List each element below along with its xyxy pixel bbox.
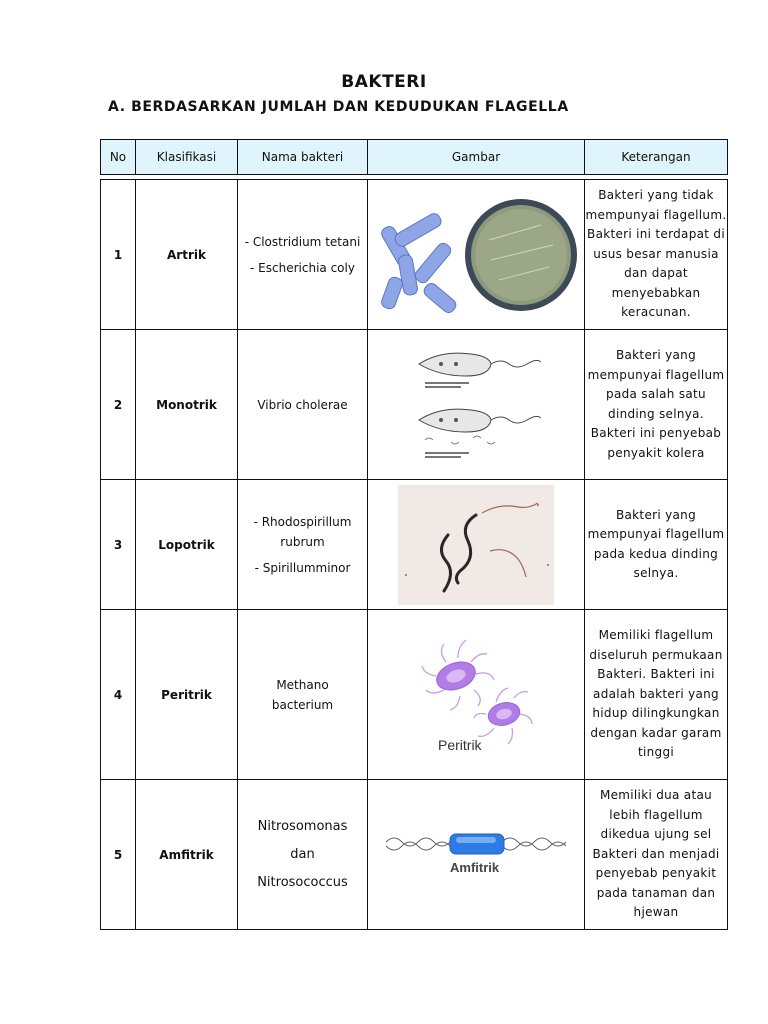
table-header-row bbox=[101, 140, 728, 175]
row-nama bbox=[238, 780, 368, 930]
row-number: 4 bbox=[101, 610, 136, 780]
page-title: BAKTERI bbox=[341, 72, 427, 92]
bacteria-name: Methano bacterium bbox=[271, 677, 334, 712]
spirillum-image bbox=[398, 485, 554, 605]
row-klasifikasi: Amfitrik bbox=[136, 780, 238, 930]
vibrio-diagram-image bbox=[411, 342, 541, 467]
header-nama: Nama bakteri bbox=[238, 140, 368, 175]
peritrik-image-label: Peritrik bbox=[438, 737, 482, 753]
row-klasifikasi: Monotrik bbox=[136, 330, 238, 480]
row-keterangan: Bakteri yang tidak mempunyai flagellum. Bakteri ini terdapat di usus besar manusia dan dapat menyebabkan keracunan. bbox=[585, 180, 728, 330]
row-number: 3 bbox=[101, 480, 136, 610]
bacteria-name: - Escherichia coly bbox=[250, 260, 355, 275]
header-klasifikasi: Klasifikasi bbox=[136, 140, 238, 175]
row-number: 2 bbox=[101, 330, 136, 480]
bacteria-name: dan bbox=[290, 846, 315, 862]
row-image bbox=[368, 330, 585, 480]
row-klasifikasi: Artrik bbox=[136, 180, 238, 330]
bacteria-name: - Clostridium tetani bbox=[244, 234, 361, 249]
row-nama bbox=[238, 610, 368, 780]
peritrik-image bbox=[416, 632, 536, 757]
row-image bbox=[368, 480, 585, 610]
bacteria-name: - Rhodospirillum rubrum bbox=[253, 514, 352, 549]
row-keterangan: Bakteri yang mempunyai flagellum pada salah satu dinding selnya. Bakteri ini penyebab penyakit kolera bbox=[585, 330, 728, 480]
row-image bbox=[368, 610, 585, 780]
row-number: 5 bbox=[101, 780, 136, 930]
bacteria-name: Nitrosococcus bbox=[257, 874, 348, 890]
table-row bbox=[101, 780, 728, 930]
row-klasifikasi: Lopotrik bbox=[136, 480, 238, 610]
header-gambar: Gambar bbox=[368, 140, 585, 175]
bacteria-name: Vibrio cholerae bbox=[257, 397, 348, 412]
amfitrik-image bbox=[386, 820, 566, 890]
bacteria-name: Nitrosomonas bbox=[257, 818, 348, 834]
row-keterangan: Memiliki dua atau lebih flagellum dikedua ujung sel Bakteri dan menjadi penyebab penyakit pada tanaman dan hjewan bbox=[585, 780, 728, 930]
row-nama bbox=[238, 480, 368, 610]
table-row bbox=[101, 480, 728, 610]
table-row bbox=[101, 330, 728, 480]
row-nama bbox=[238, 180, 368, 330]
header-keterangan: Keterangan bbox=[585, 140, 728, 175]
row-image bbox=[368, 180, 585, 330]
header-no: No bbox=[101, 140, 136, 175]
row-keterangan: Bakteri yang mempunyai flagellum pada kedua dinding selnya. bbox=[585, 480, 728, 610]
row-image bbox=[368, 780, 585, 930]
bacteria-table bbox=[100, 139, 728, 930]
row-keterangan: Memiliki flagellum diseluruh permukaan Bakteri. Bakteri ini adalah bakteri yang hidup dilingkungkan dengan kadar garam tinggi bbox=[585, 610, 728, 780]
rod-bacteria-image bbox=[371, 185, 581, 325]
row-number: 1 bbox=[101, 180, 136, 330]
row-klasifikasi: Peritrik bbox=[136, 610, 238, 780]
section-subtitle: A. BERDASARKAN JUMLAH DAN KEDUDUKAN FLAGELLA bbox=[108, 99, 569, 115]
table-row bbox=[101, 610, 728, 780]
amfitrik-image-label: Amfitrik bbox=[450, 859, 500, 875]
bacteria-name: - Spirillumminor bbox=[254, 560, 351, 575]
row-nama bbox=[238, 330, 368, 480]
table-row bbox=[101, 180, 728, 330]
